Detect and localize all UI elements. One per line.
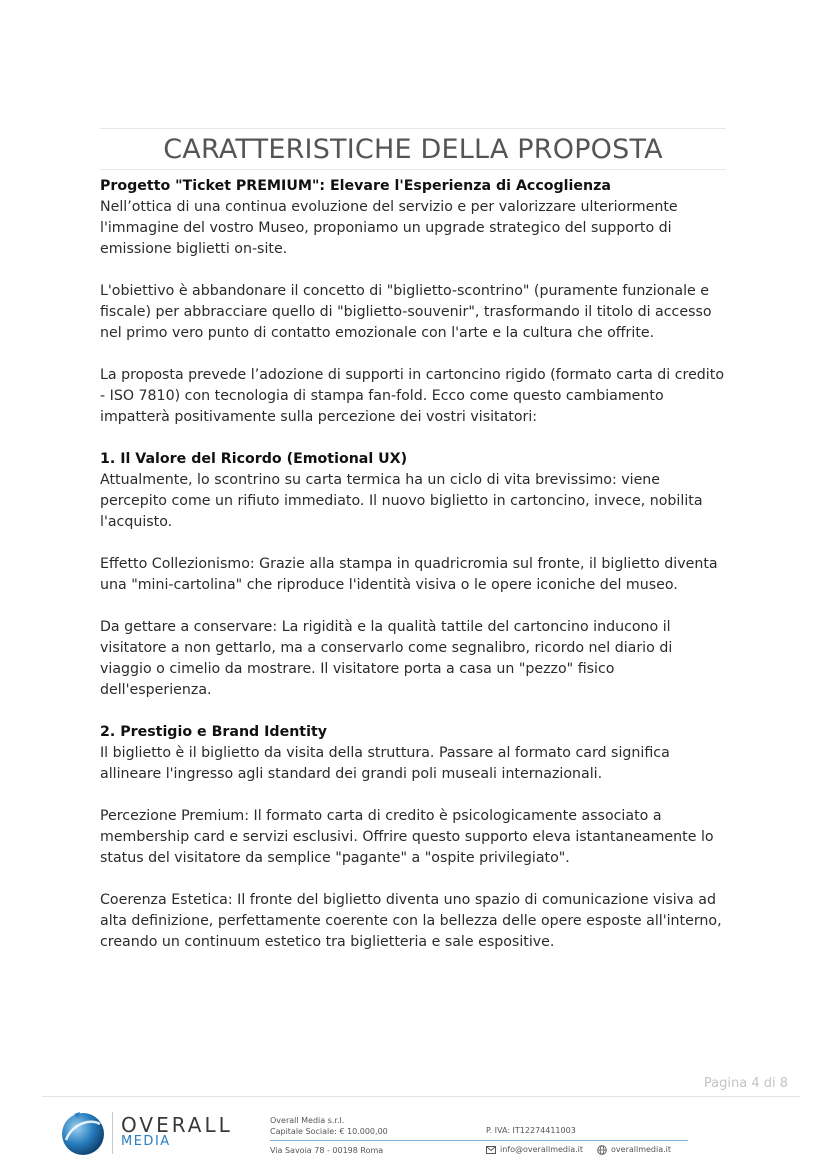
section2-point1: Percezione Premium: Il formato carta di credito è psicologicamente associato a membership card e servizi esclusivi. Offrire questo supporto eleva istantaneamente lo status del visitatore da semplice "pagante" a "ospite privilegiato". [100,808,714,866]
section1-intro: Attualmente, lo scontrino su carta termica ha un ciclo di vita brevissimo: viene percepito come un rifiuto immediato. Il nuovo biglietto in cartoncino, invece, nobilita l'acquisto. [100,472,703,530]
main-heading: Progetto "Ticket PREMIUM": Elevare l'Esperienza di Accoglienza [100,178,611,194]
email-link[interactable] [486,1144,583,1155]
globe-icon [597,1145,607,1155]
section2-intro: Il biglietto è il biglietto da visita della struttura. Passare al formato card significa allineare l'ingresso agli standard dei grandi poli museali internazionali. [100,745,670,782]
website-text: overallmedia.it [611,1145,672,1154]
footer-divider [42,1096,800,1097]
section2-heading: 2. Prestigio e Brand Identity [100,724,327,740]
mail-icon [486,1146,496,1154]
website-link[interactable] [597,1144,671,1155]
paragraph-objective: L'obiettivo è abbandonare il concetto di "biglietto-scontrino" (puramente funzionale e fiscale) per abbracciare quello di "biglietto-souvenir", trasformando il titolo di accesso nel primo vero punto di contatto emozionale con l'arte e la cultura che offrite. [100,283,712,341]
page-number: Pagina 4 di 8 [703,1076,788,1091]
company-capital: Capitale Sociale: € 10.000,00 [270,1127,388,1136]
logo-wordmark-media: MEDIA [121,1134,171,1149]
logo-wordmark-overall: OVERALL [121,1113,233,1137]
paragraph-intro: Nell’ottica di una continua evoluzione del servizio e per valorizzare ulteriormente l'immagine del vostro Museo, proponiamo un upgrade strategico del supporto di emissione biglietti on-site. [100,199,678,257]
document-body [100,176,728,953]
section1-point2: Da gettare a conservare: La rigidità e la qualità tattile del cartoncino inducono il visitatore a non gettarlo, ma a conservarlo come segnalibro, ricordo nel diario di viaggio o cimelio da mostrare. Il visitatore porta a casa un "pezzo" fisico dell'esperienza. [100,619,673,698]
section2-point2: Coerenza Estetica: Il fronte del biglietto diventa uno spazio di comunicazione visiva ad alta definizione, perfettamente coerente con la bellezza delle opere esposte all'interno, creando un continuum estetico tra biglietteria e sale espositive. [100,892,722,950]
company-address: Via Savoia 78 - 00198 Roma [270,1146,384,1155]
section1-point1: Effetto Collezionismo: Grazie alla stampa in quadricromia sul fronte, il biglietto diventa una "mini-cartolina" che riproduce l'identità visiva o le opere iconiche del museo. [100,556,718,593]
paragraph-proposal: La proposta prevede l’adozione di supporti in cartoncino rigido (formato carta di credito - ISO 7810) con tecnologia di stampa fan-fold. Ecco come questo cambiamento impatterà positivamente sulla percezione dei vostri visitatori: [100,367,724,425]
company-name: Overall Media s.r.l. [270,1116,345,1125]
footer-accent-line [270,1140,688,1141]
page-title: CARATTERISTICHE DELLA PROPOSTA [163,133,663,165]
company-info [270,1115,388,1137]
logo-divider [112,1112,113,1154]
vat-number: P. IVA: IT12274411003 [486,1126,576,1135]
section1-heading: 1. Il Valore del Ricordo (Emotional UX) [100,451,408,467]
title-block [100,128,726,170]
contact-links [486,1144,685,1155]
email-text: info@overallmedia.it [500,1145,584,1154]
